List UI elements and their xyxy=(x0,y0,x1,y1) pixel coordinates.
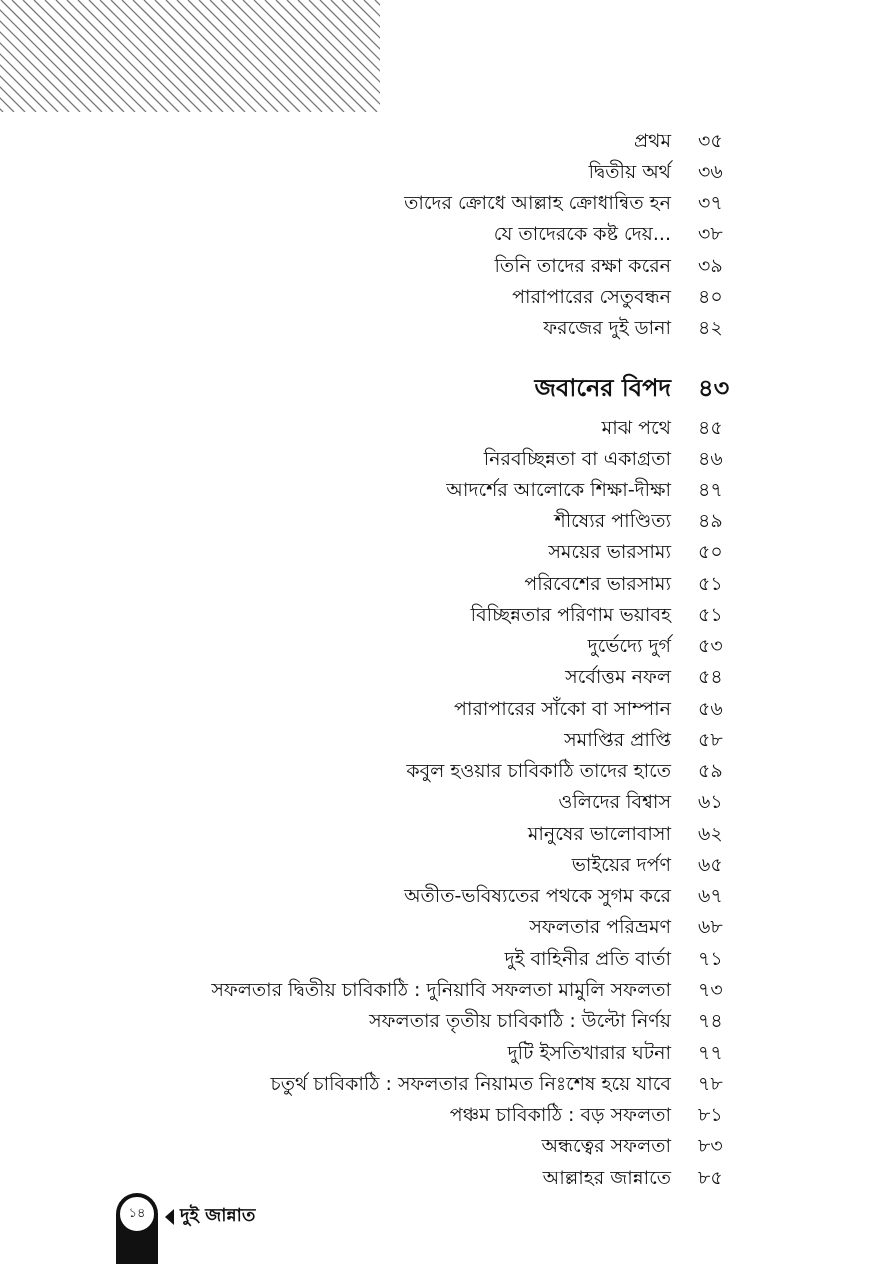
toc-entry-page: ৫৮ xyxy=(698,729,723,751)
toc-entry-title: মানুষের ভালোবাসা xyxy=(527,823,671,845)
toc-entry[interactable] xyxy=(0,219,870,249)
toc-entry-title: পরিবেশের ভারসাম্য xyxy=(524,573,671,595)
left-arrow-icon xyxy=(165,1209,174,1225)
section-heading-page: ৪৩ xyxy=(698,374,730,402)
toc-entry-title: কবুল হওয়ার চাবিকাঠি তাদের হাতে xyxy=(406,760,671,782)
toc-entry[interactable] xyxy=(0,444,870,474)
toc-entry-title: সমাপ্তির প্রাপ্তি xyxy=(564,729,671,751)
toc-entry-page: ৫০ xyxy=(698,541,723,563)
toc-entry-page: ৫১ xyxy=(698,604,723,626)
toc-entry[interactable] xyxy=(0,881,870,911)
toc-entry-page: ৮৩ xyxy=(698,1135,723,1157)
toc-entry-title: তিনি তাদের রক্ষা করেন xyxy=(494,255,671,277)
toc-entry[interactable] xyxy=(0,313,870,343)
toc-entry-page: ৪৬ xyxy=(698,448,723,470)
toc-entry-page: ৫৪ xyxy=(698,666,723,688)
toc-entry-title: সফলতার পরিভ্রমণ xyxy=(529,916,671,938)
toc-entry[interactable] xyxy=(0,157,870,187)
page-number: ১৪ xyxy=(119,1196,155,1232)
toc-entry-page: ৫৬ xyxy=(698,698,723,720)
toc-entry[interactable] xyxy=(0,1038,870,1068)
toc-entry[interactable] xyxy=(0,475,870,505)
toc-entry[interactable] xyxy=(0,912,870,942)
toc-entry-title: ফরজের দুই ডানা xyxy=(543,317,671,339)
toc-entry-title: শীষ্যের পাণ্ডিত্য xyxy=(554,510,671,532)
toc-entry[interactable] xyxy=(0,756,870,786)
toc-entry-page: ৭৪ xyxy=(698,1010,723,1032)
toc-entry[interactable] xyxy=(0,537,870,567)
book-title: দুই জান্নাত xyxy=(180,1205,256,1226)
toc-entry-title: সর্বোত্তম নফল xyxy=(565,666,671,688)
toc-entry-page: ৮১ xyxy=(698,1104,723,1126)
toc-entry[interactable] xyxy=(0,282,870,312)
toc-entry-page: ৪৫ xyxy=(698,417,723,439)
toc-entry-title: পারাপারের সাঁকো বা সাম্পান xyxy=(454,698,671,720)
toc-entry-title: পঞ্চম চাবিকাঠি : বড় সফলতা xyxy=(449,1104,671,1126)
toc-section-heading[interactable] xyxy=(0,368,870,408)
toc-entry[interactable] xyxy=(0,413,870,443)
toc-entry-page: ৩৭ xyxy=(698,192,723,214)
toc-entry-page: ৭১ xyxy=(698,948,723,970)
toc-entry[interactable] xyxy=(0,631,870,661)
toc-entry[interactable] xyxy=(0,694,870,724)
toc-entry[interactable] xyxy=(0,944,870,974)
toc-entry-title: বিচ্ছিন্নতার পরিণাম ভয়াবহ xyxy=(470,604,671,626)
toc-entry-page: ৬৫ xyxy=(698,854,723,876)
toc-entry[interactable] xyxy=(0,1163,870,1193)
toc-entry[interactable] xyxy=(0,251,870,281)
toc-entry[interactable] xyxy=(0,1069,870,1099)
toc-entry-page: ৪০ xyxy=(698,286,723,308)
toc-entry[interactable] xyxy=(0,725,870,755)
toc-entry-page: ৭৩ xyxy=(698,979,723,1001)
toc-entry-title: অন্ধত্বের সফলতা xyxy=(541,1135,671,1157)
toc-entry-page: ৪২ xyxy=(698,317,723,339)
toc-entry-page: ৪৯ xyxy=(698,510,723,532)
toc-entry-title: সফলতার দ্বিতীয় চাবিকাঠি : দুনিয়াবি সফলতা মামুলি সফলতা xyxy=(211,979,671,1001)
toc-entry-title: ওলিদের বিশ্বাস xyxy=(558,791,671,813)
toc-entry-title: দুই বাহিনীর প্রতি বার্তা xyxy=(504,948,671,970)
toc-entry[interactable] xyxy=(0,975,870,1005)
toc-entry-title: প্রথম xyxy=(633,130,671,152)
section-heading-title: জবানের বিপদ xyxy=(534,374,671,402)
toc-entry-page: ৭৮ xyxy=(698,1073,723,1095)
toc-entry[interactable] xyxy=(0,506,870,536)
toc-entry-title: সফলতার তৃতীয় চাবিকাঠি : উল্টো নির্ণয় xyxy=(369,1010,671,1032)
toc-entry-title: অতীত-ভবিষ্যতের পথকে সুগম করে xyxy=(404,885,671,907)
toc-entry-title: আল্লাহর জান্নাতে xyxy=(542,1167,671,1189)
toc-entry-title: দ্বিতীয় অর্থ xyxy=(588,161,671,183)
toc-entry[interactable] xyxy=(0,600,870,630)
toc-entry-page: ৩৯ xyxy=(698,255,723,277)
toc-entry[interactable] xyxy=(0,1006,870,1036)
toc-entry-title: দুটি ইসতিখারার ঘটনা xyxy=(507,1042,671,1064)
toc-entry-page: ৬৮ xyxy=(698,916,723,938)
toc-entry-page: ৫৩ xyxy=(698,635,723,657)
toc-entry-page: ৩৮ xyxy=(698,223,723,245)
toc-entry-page: ৬১ xyxy=(698,791,723,813)
toc-entry-page: ৮৫ xyxy=(698,1167,723,1189)
toc-entry[interactable] xyxy=(0,819,870,849)
toc-entry[interactable] xyxy=(0,1131,870,1161)
toc-entry-page: ৩৫ xyxy=(698,130,723,152)
toc-entry-page: ৪৭ xyxy=(698,479,723,501)
toc-entry-title: মাঝ পথে xyxy=(601,417,671,439)
toc-entry[interactable] xyxy=(0,126,870,156)
toc-entry-title: ভাইয়ের দর্পণ xyxy=(571,854,671,876)
toc-entry[interactable] xyxy=(0,1100,870,1130)
toc-entry[interactable] xyxy=(0,188,870,218)
toc-entry[interactable] xyxy=(0,850,870,880)
toc-entry-title: আদর্শের আলোকে শিক্ষা-দীক্ষা xyxy=(446,479,671,501)
toc-entry-title: দুর্ভেদ্যে দুর্গ xyxy=(587,635,671,657)
toc-entry-title: সময়ের ভারসাম্য xyxy=(548,541,671,563)
toc-entry-title: পারাপারের সেতুবন্ধন xyxy=(512,286,671,308)
toc-entry-title: নিরবচ্ছিন্নতা বা একাগ্রতা xyxy=(483,448,671,470)
toc-entry-page: ৫১ xyxy=(698,573,723,595)
toc-entry[interactable] xyxy=(0,569,870,599)
toc-entry-title: চতুর্থ চাবিকাঠি : সফলতার নিয়ামত নিঃশেষ হয়ে যাবে xyxy=(270,1073,671,1095)
toc-entry-page: ৭৭ xyxy=(698,1042,723,1064)
toc-entry-title: তাদের ক্রোধে আল্লাহ ক্রোধান্বিত হন xyxy=(404,192,671,214)
toc-entry-page: ৬২ xyxy=(698,823,723,845)
toc-entry-page: ৫৯ xyxy=(698,760,723,782)
toc-entry-page: ৬৭ xyxy=(698,885,723,907)
toc-entry[interactable] xyxy=(0,662,870,692)
toc-entry[interactable] xyxy=(0,787,870,817)
toc-entry-title: যে তাদেরকে কষ্ট দেয়... xyxy=(493,223,671,245)
toc-entry-page: ৩৬ xyxy=(698,161,723,183)
